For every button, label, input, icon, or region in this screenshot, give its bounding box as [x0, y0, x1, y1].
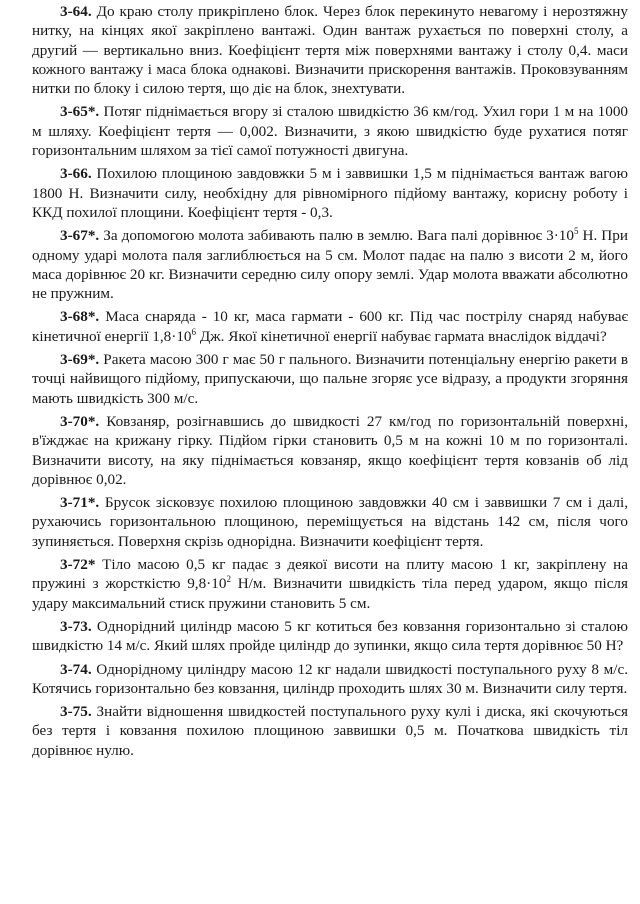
problem-number: 3-73. [60, 617, 92, 635]
problem-3-73 [32, 617, 628, 656]
exponent: 5 [574, 226, 579, 237]
problem-number: 3-66. [60, 165, 92, 183]
exponent: 6 [191, 326, 197, 337]
problem-3-71 [32, 493, 628, 551]
problem-text-continued: Дж. Якої кінетичної енергії набуває гармата внаслідок віддачі? [196, 327, 607, 345]
problem-paragraph [32, 102, 628, 160]
problem-number: 3-74. [60, 660, 92, 678]
problem-paragraph [32, 617, 628, 656]
problem-3-67 [32, 226, 628, 303]
problem-number: 3-69*. [60, 351, 100, 369]
problem-text: Брусок зісковзує похилою площиною завдовжки 40 см і заввишки 7 см і далі, рухаючись горизонтальною площиною, переміщується на відстань 142 см, після чого зупиняється. Поверхня скрізь однорідна. Визначити коефіцієнт тертя. [32, 494, 628, 550]
problem-text: Однорідний циліндр масою 5 кг котиться без ковзання горизонтально зі сталою швидкістю 14 м/с. Який шлях пройде циліндр до зупинки, якщо сила тертя дорівнює 50 Н? [32, 617, 629, 655]
problem-number: 3-65*. [60, 103, 100, 121]
problem-3-70 [32, 412, 628, 489]
problem-paragraph [32, 164, 628, 222]
problem-text-continued: Н/м. Визначити швидкість тіла перед ударом, якщо після удару максимальний стиск пружини становить 5 см. [32, 575, 628, 612]
problem-paragraph [32, 226, 628, 303]
problem-number: 3-64. [60, 3, 92, 20]
problem-3-74 [32, 660, 628, 699]
problem-paragraph [32, 412, 628, 489]
problem-3-65 [32, 102, 628, 160]
problem-number: 3-71*. [60, 494, 100, 512]
problem-3-64 [32, 2, 628, 98]
problem-text: Потяг піднімається вгору зі сталою швидкістю 36 км/год. Ухил гори 1 м на 1000 м шляху. Коефіцієнт тертя — 0,002. Визначити, з якою швидкістю буде рухатися потяг горизонтальним шляхом за тієї самої потужності двигуна. [32, 103, 629, 160]
problem-3-72 [32, 555, 628, 613]
problem-3-75 [32, 702, 628, 760]
problem-number: 3-70*. [60, 412, 100, 430]
problem-text: Знайти відношення швидкостей поступального руху кулі і диска, які скочуються без тертя і ковзання похилою площиною заввишки 0,5 м. Початкова швидкість тіл дорівнює нулю. [32, 703, 628, 759]
problem-text: Маса снаряда - 10 кг, маса гармати - 600 кг. Під час пострілу снаряд набуває кінетичної енергії 1,8·10 [32, 308, 628, 345]
problem-text: За допомогою молота забивають палю в землю. Вага палі дорівнює 3·10 [103, 227, 574, 245]
problem-paragraph [32, 307, 628, 346]
problem-text: Тіло масою 0,5 кг падає з деякої висоти на плиту масою 1 кг, закріплену на пружині з жорсткістю 9,8·10 [32, 556, 628, 593]
problem-paragraph [32, 660, 628, 699]
problem-text-continued: Н. При одному ударі молота паля заглиблюється на 5 см. Молот падає на палю з висоти 2 м, його маса дорівнює 20 кг. Визначити середню силу опору землі. Удар молота вважати абсолютно не пружним. [32, 227, 628, 303]
problem-3-69 [32, 350, 628, 408]
problem-text: Ковзаняр, розігнавшись до швидкості 27 км/год по горизонтальній поверхні, в'їжджає на крижану гірку. Підйом гірки становить 0,5 м на кожні 10 м по горизонталі. Визначити висоту, на яку піднімається ковзаняр, якщо коефіцієнт тертя ковзанів об лід дорівнює 0,02. [32, 412, 629, 488]
problem-number: 3-72* [60, 556, 96, 574]
problem-3-68 [32, 307, 628, 346]
problem-3-66 [32, 164, 628, 222]
exponent: 2 [226, 574, 231, 585]
problem-paragraph [32, 2, 628, 98]
problem-text: Ракета масою 300 г має 50 г пального. Визначити потенціальну енергію ракети в точці найвищого підйому, припускаючи, що пальне згоряє усе відразу, а продукти згоряння мають швидкість 300 м/с. [32, 351, 628, 407]
problem-paragraph [32, 555, 628, 613]
problem-number: 3-68*. [60, 308, 100, 326]
problem-paragraph [32, 702, 628, 760]
problem-paragraph [32, 493, 628, 551]
problem-text: Однорідному циліндру масою 12 кг надали швидкості поступального руху 8 м/с. Котячись горизонтально без ковзання, циліндр проходить шлях 30 м. Визначити силу тертя. [32, 660, 628, 697]
problem-paragraph [32, 350, 628, 408]
problem-text: До краю столу прикріплено блок. Через блок перекинуто невагому і нерозтяжну нитку, на кінцях якої закріплено вантажі. Один вантаж рухається по поверхні столу, а другий — вертикально вниз. Коефіцієнт тертя між поверхнями вантажу і столу 0,4. маси кожного вантажу і маса блока однакові. Визначити прискорення вантажів. Проковзуванням нитки по блоку і силою тертя, що діє на блок, знехтувати. [32, 3, 629, 98]
problem-number: 3-67*. [60, 227, 100, 245]
problem-text: Похилою площиною завдовжки 5 м і заввишки 1,5 м піднімається вантаж вагою 1800 Н. Визначити силу, необхідну для рівномірного підйому вантажу, корисну роботу і ККД похилої площини. Коефіцієнт тертя - 0,3. [32, 165, 628, 221]
problem-number: 3-75. [60, 703, 92, 721]
